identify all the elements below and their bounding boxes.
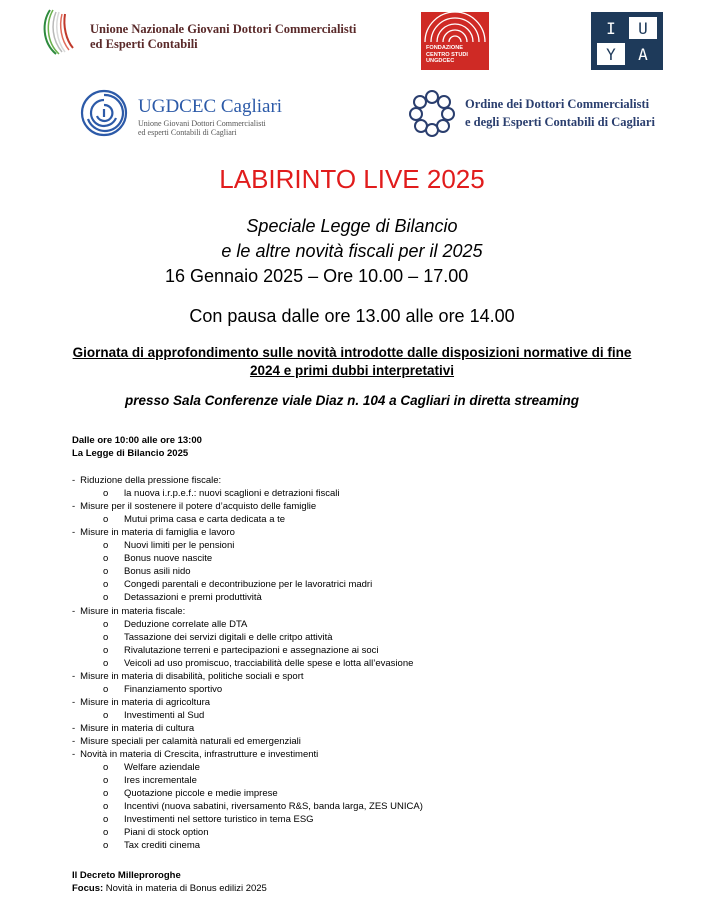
cagliari-title: UGDCEC Cagliari xyxy=(138,96,283,117)
list-item-text: Bonus asili nido xyxy=(124,566,191,578)
list-item-text: Welfare aziendale xyxy=(124,762,200,774)
ordine-line2: e degli Esperti Contabili di Cagliari xyxy=(465,115,655,129)
focus-label: Focus: xyxy=(72,883,104,894)
dash-marker: - xyxy=(72,749,76,761)
ungdc-line1: Unione Nazionale Giovani Dottori Commercialisti xyxy=(90,22,357,36)
ordine-emblem-icon xyxy=(405,86,459,140)
ungdc-name xyxy=(90,22,356,52)
decreto-title: Il Decreto Milleproroghe xyxy=(72,870,181,881)
fondazione-logo xyxy=(421,12,489,70)
ungdc-line2: ed Esperti Contabili xyxy=(90,37,198,51)
list-item xyxy=(72,527,235,538)
list-item-text: Riduzione della pressione fiscale: xyxy=(80,475,222,486)
circle-marker: o xyxy=(103,709,109,721)
cagliari-subtitle xyxy=(138,119,266,137)
list-item-text: Tax crediti cinema xyxy=(124,840,201,852)
list-item-text: Misure in materia di cultura xyxy=(80,722,195,734)
iuya-logo xyxy=(591,12,663,70)
list-item xyxy=(72,606,185,617)
dash-marker: - xyxy=(72,736,76,747)
list-item-text: Incentivi (nuova sabatini, riversamento R&S, banda larga, ZES UNICA) xyxy=(124,801,423,813)
ordine-name xyxy=(465,95,655,131)
iuya-letter-1: I xyxy=(606,18,616,38)
list-item xyxy=(72,736,301,747)
list-item xyxy=(72,749,318,760)
event-title: LABIRINTO LIVE 2025 xyxy=(219,164,485,194)
program-time: Dalle ore 10:00 alle ore 13:00 xyxy=(72,435,202,446)
list-item-text: Misure speciali per calamità naturali ed emergenziali xyxy=(80,736,301,747)
dash-marker: - xyxy=(72,722,76,734)
list-item-text: Investimenti al Sud xyxy=(124,709,205,721)
circle-marker: o xyxy=(103,788,109,800)
fondazione-line2: CENTRO STUDI xyxy=(426,51,468,58)
circle-marker: o xyxy=(103,592,109,604)
list-item xyxy=(72,697,210,708)
ugdcec-cagliari-logo xyxy=(76,88,296,138)
ordine-line1: Ordine dei Dottori Commercialisti xyxy=(465,97,650,111)
list-item-text: Misure in materia di famiglia e lavoro xyxy=(80,527,235,539)
cagliari-sub2: ed esperti Contabili di Cagliari xyxy=(138,128,237,137)
cagliari-sub1: Unione Giovani Dottori Commercialisti xyxy=(138,119,266,128)
dash-marker: - xyxy=(72,696,76,708)
event-subtitle-1: Speciale Legge di Bilancio xyxy=(246,216,458,236)
labyrinth-icon xyxy=(76,88,132,138)
list-item xyxy=(72,501,316,512)
list-item xyxy=(72,671,304,682)
circle-marker: o xyxy=(103,553,109,565)
event-venue: presso Sala Conferenze viale Diaz n. 104 a Cagliari in diretta streaming xyxy=(125,393,579,408)
circle-marker: o xyxy=(103,775,109,787)
event-subtitle-2: e le altre novità fiscali per il 2025 xyxy=(221,241,483,261)
list-item-text: Investimenti nel settore turistico in tema ESG xyxy=(124,814,314,826)
list-item-text: Congedi parentali e decontribuzione per le lavoratrici madri xyxy=(124,579,373,591)
list-item xyxy=(72,723,194,734)
list-item-text: Rivalutazione terreni e partecipazioni e assegnazione ai soci xyxy=(124,644,379,656)
event-date-time: 16 Gennaio 2025 – Ore 10.00 – 17.00 xyxy=(165,266,469,286)
fondazione-line1: FONDAZIONE xyxy=(426,45,463,51)
list-item-text: Finanziamento sportivo xyxy=(124,683,223,695)
list-item-text: la nuova i.r.p.e.f.: nuovi scaglioni e detrazioni fiscali xyxy=(124,488,340,500)
program-section-title: La Legge di Bilancio 2025 xyxy=(72,448,189,459)
circle-marker: o xyxy=(103,579,109,591)
circle-marker: o xyxy=(103,840,109,852)
circle-marker: o xyxy=(103,762,109,774)
list-item xyxy=(72,475,221,486)
iuya-letter-3: Y xyxy=(597,43,625,65)
iuya-letter-4: A xyxy=(638,44,648,64)
circle-marker: o xyxy=(103,814,109,826)
list-item-text: Misure per il sostenere il potere d’acquisto delle famiglie xyxy=(80,501,317,513)
list-item-text: Novità in materia di Crescita, infrastrutture e investimenti xyxy=(80,749,319,761)
list-item-text: Nuovi limiti per le pensioni xyxy=(124,540,235,552)
list-item-text: Misure in materia di agricoltura xyxy=(80,696,211,708)
fondazione-arcs-icon xyxy=(421,12,489,44)
circle-marker: o xyxy=(103,488,109,500)
list-item-text: Detassazioni e premi produttività xyxy=(124,592,262,604)
fondazione-line3: UNGDCEC xyxy=(426,58,455,64)
event-description: Giornata di approfondimento sulle novità introdotte dalle disposizioni normative di fine 2024 e primi dubbi interpretativi xyxy=(72,345,632,378)
list-item-text: Deduzione correlate alle DTA xyxy=(124,618,248,630)
dash-marker: - xyxy=(72,475,76,486)
list-item-text: Piani di stock option xyxy=(124,827,209,839)
focus-line xyxy=(72,883,267,894)
dash-marker: - xyxy=(72,670,76,682)
circle-marker: o xyxy=(103,657,109,669)
circle-marker: o xyxy=(103,618,109,630)
ungdc-logo xyxy=(40,8,357,56)
dash-marker: - xyxy=(72,605,76,617)
ungdc-emblem-icon xyxy=(40,8,88,56)
list-item-text: Quotazione piccole e medie imprese xyxy=(124,788,278,800)
list-item-text: Veicoli ad uso promiscuo, tracciabilità delle spese e lotta all’evasione xyxy=(124,657,414,669)
focus-text: Novità in materia di Bonus edilizi 2025 xyxy=(105,883,267,894)
dash-marker: - xyxy=(72,501,76,513)
circle-marker: o xyxy=(103,644,109,656)
iuya-letter-2: U xyxy=(629,17,657,39)
list-item-text: Tassazione dei servizi digitali e delle critpo attività xyxy=(124,631,333,643)
dash-marker: - xyxy=(72,527,76,539)
list-item-text: Ires incrementale xyxy=(124,775,197,787)
list-item-text: Bonus nuove nascite xyxy=(124,553,213,565)
circle-marker: o xyxy=(103,514,109,526)
list-item-text: Mutui prima casa e carta dedicata a te xyxy=(124,514,286,526)
circle-marker: o xyxy=(103,683,109,695)
fondazione-text xyxy=(426,45,468,65)
list-item-text: Misure in materia fiscale: xyxy=(80,605,186,617)
list-item-text: Misure in materia di disabilità, politiche sociali e sport xyxy=(80,670,304,682)
ordine-logo xyxy=(405,86,675,142)
circle-marker: o xyxy=(103,566,109,578)
circle-marker: o xyxy=(103,631,109,643)
circle-marker: o xyxy=(103,540,109,552)
circle-marker: o xyxy=(103,827,109,839)
event-pause: Con pausa dalle ore 13.00 alle ore 14.00 xyxy=(189,306,515,326)
circle-marker: o xyxy=(103,801,109,813)
